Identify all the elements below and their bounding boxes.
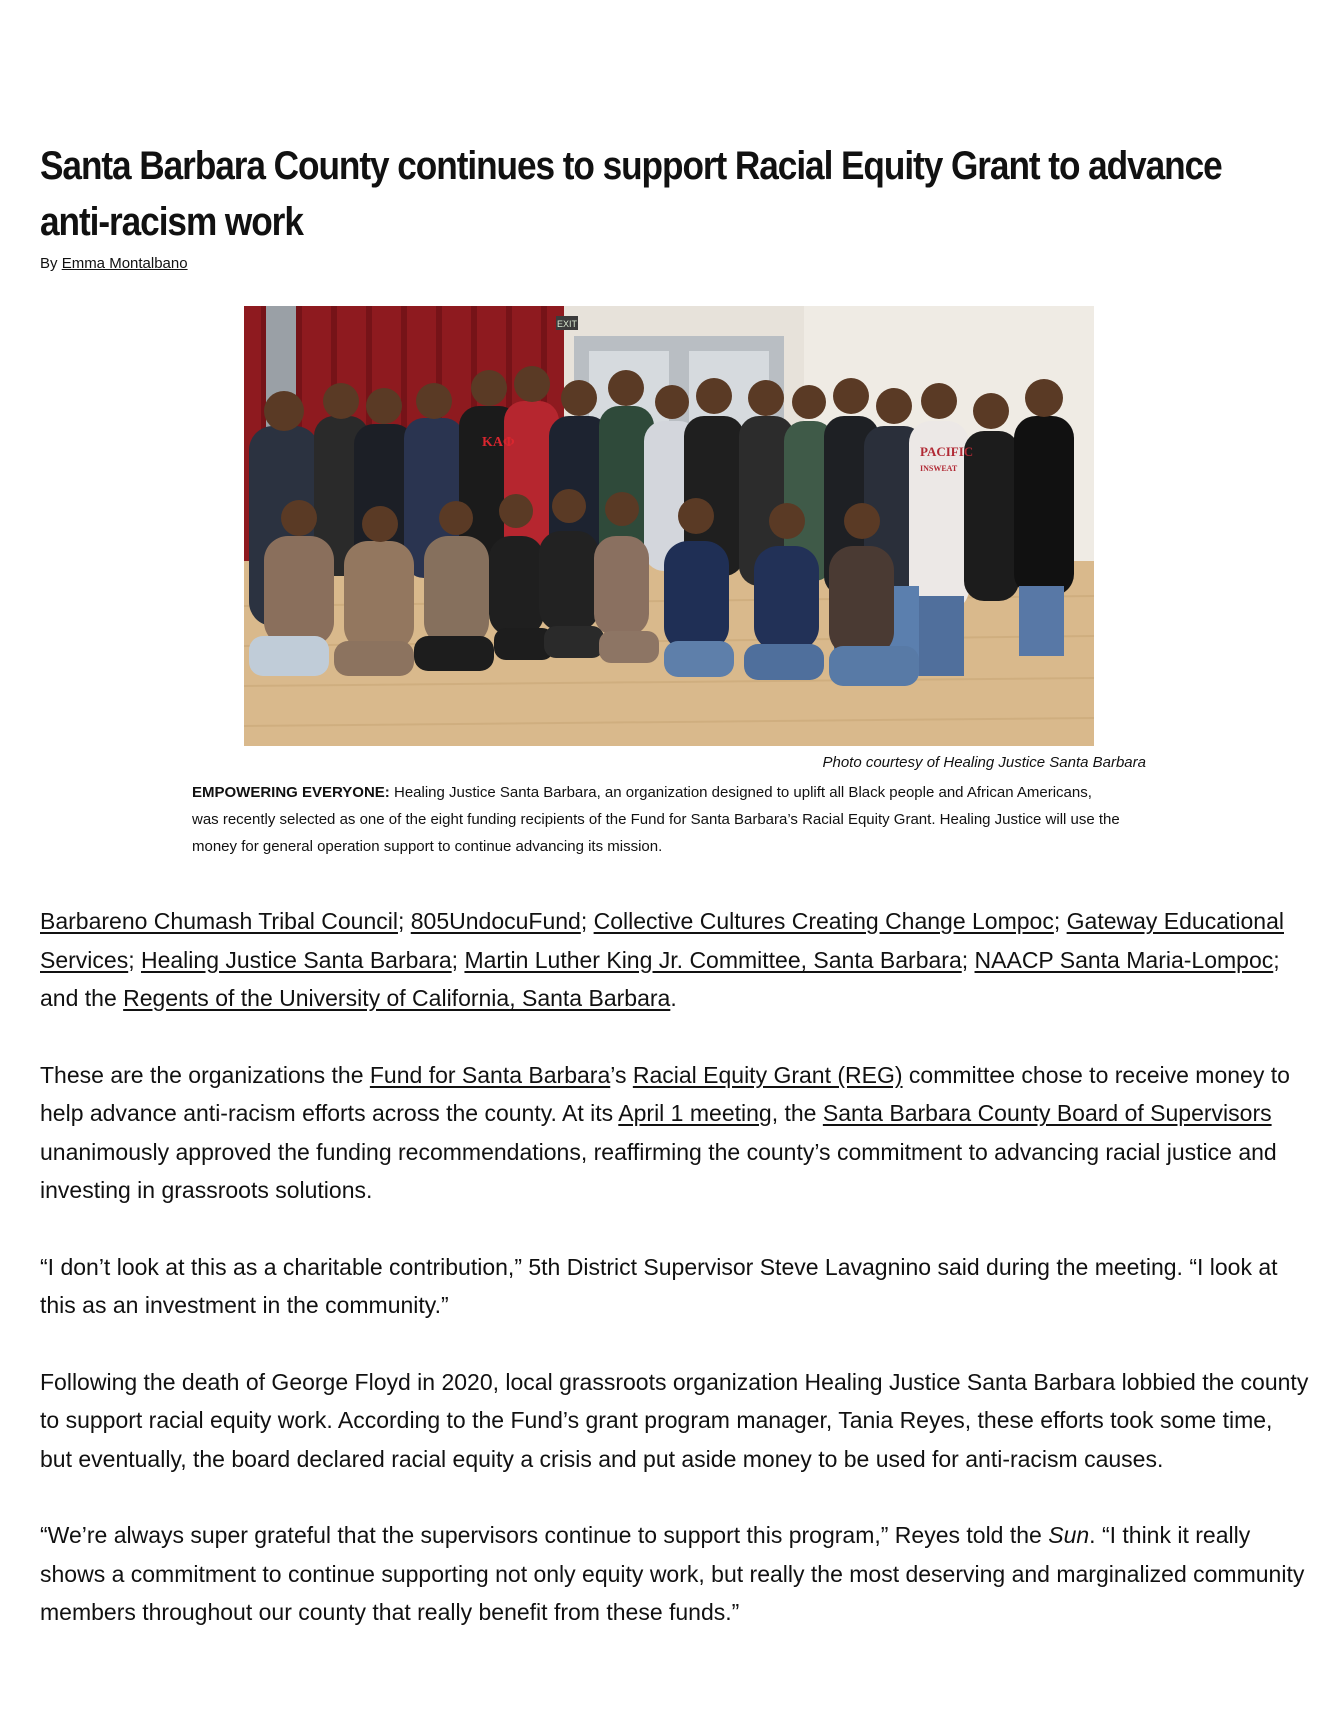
- link-mlk-committee[interactable]: Martin Luther King Jr. Committee, Santa Barbara: [464, 946, 962, 973]
- text: unanimously approved the funding recommendations, reaffirming the county’s commitment to advancing racial justice and investing in grassroots solutions.: [40, 1138, 1277, 1203]
- exit-sign-text: EXIT: [556, 319, 578, 329]
- text: committee chose to receive money to help advance anti-racism efforts across the county. At its: [40, 1061, 1290, 1126]
- link-healing-justice[interactable]: Healing Justice Santa Barbara: [140, 946, 452, 973]
- link-805undocufund[interactable]: 805UndocuFund: [410, 908, 581, 934]
- separator: ;: [580, 908, 594, 934]
- text: These are the organizations the: [40, 1061, 370, 1088]
- link-naacp[interactable]: NAACP Santa Maria-Lompoc: [974, 946, 1274, 973]
- link-fund-for-santa-barbara[interactable]: Fund for Santa Barbara: [369, 1061, 611, 1088]
- paragraph-recipients: [40, 902, 1310, 1018]
- paragraph-quote-reyes: [40, 1516, 1310, 1632]
- separator: ;: [451, 946, 465, 973]
- shirt-lettering: KAΦ: [482, 435, 515, 450]
- link-collective-cultures[interactable]: Collective Cultures Creating Change Lompoc: [593, 908, 1054, 934]
- link-barbareno-chumash[interactable]: Barbareno Chumash Tribal Council: [40, 908, 398, 934]
- photo-credit: Photo courtesy of Healing Justice Santa Barbara: [822, 754, 1146, 771]
- paragraph-quote-lavagnino: “I don’t look at this as a charitable contribution,” 5th District Supervisor Steve Lavagnino said during the meeting. “I look at this as an investment in the community.”: [40, 1253, 1278, 1318]
- article-body: [40, 902, 1310, 1670]
- photo-caption: [192, 779, 1122, 860]
- separator: ;: [1053, 908, 1067, 934]
- sweatshirt-lettering: PACIFIC: [920, 444, 974, 459]
- group-photo-illustration: [244, 306, 1094, 746]
- and-the-text: ; and the: [40, 946, 1280, 1011]
- link-board-of-supervisors[interactable]: Santa Barbara County Board of Supervisors: [822, 1100, 1272, 1126]
- text: ’s: [610, 1061, 633, 1088]
- sweatshirt-lettering-sub: INSWEAT: [920, 464, 958, 473]
- byline-prefix: By: [40, 255, 62, 272]
- paragraph-history: Following the death of George Floyd in 2020, local grassroots organization Healing Justice Santa Barbara lobbied the county to support racial equity work. According to the Fund’s grant program manager, Tania Reyes, these efforts took some time, but eventually, the board declared racial equity a crisis and put aside money to be used for anti-racism causes.: [40, 1368, 1309, 1472]
- caption-lead: EMPOWERING EVERYONE:: [192, 784, 390, 801]
- separator: ;: [397, 908, 411, 934]
- link-gateway-educational[interactable]: Gateway Educational Services: [40, 908, 1284, 973]
- group-photo: [244, 306, 1094, 746]
- caption-text: Healing Justice Santa Barbara, an organization designed to uplift all Black people and African Americans, was recently selected as one of the eight funding recipients of the Fund for Santa Barbara’s Racial Equity Grant. Healing Justice will use the money for general operation support to continue advancing its mission.: [192, 784, 1120, 855]
- paragraph-organizations: [40, 1056, 1310, 1210]
- period: .: [670, 985, 677, 1011]
- text: “We’re always super grateful that the supervisors continue to support this program,” Reyes told the: [40, 1522, 1049, 1548]
- publication-name: Sun: [1048, 1522, 1090, 1548]
- link-april-meeting[interactable]: April 1 meeting: [618, 1100, 772, 1126]
- text: . “I think it really shows a commitment to continue supporting not only equity work, but really the most deserving and marginalized community members throughout our county that really benefit from these funds.”: [40, 1522, 1305, 1625]
- link-regents-uc[interactable]: Regents of the University of California, Santa Barbara: [123, 985, 671, 1011]
- author-link[interactable]: Emma Montalbano: [61, 255, 188, 272]
- separator: ;: [961, 946, 975, 973]
- separator: ;: [128, 946, 141, 973]
- headline: Santa Barbara County continues to support Racial Equity Grant to advance anti-racism work: [40, 144, 1222, 244]
- text: , the: [771, 1100, 823, 1126]
- byline: [40, 254, 1310, 274]
- article-header: [40, 138, 1310, 274]
- link-racial-equity-grant[interactable]: Racial Equity Grant (REG): [632, 1061, 903, 1088]
